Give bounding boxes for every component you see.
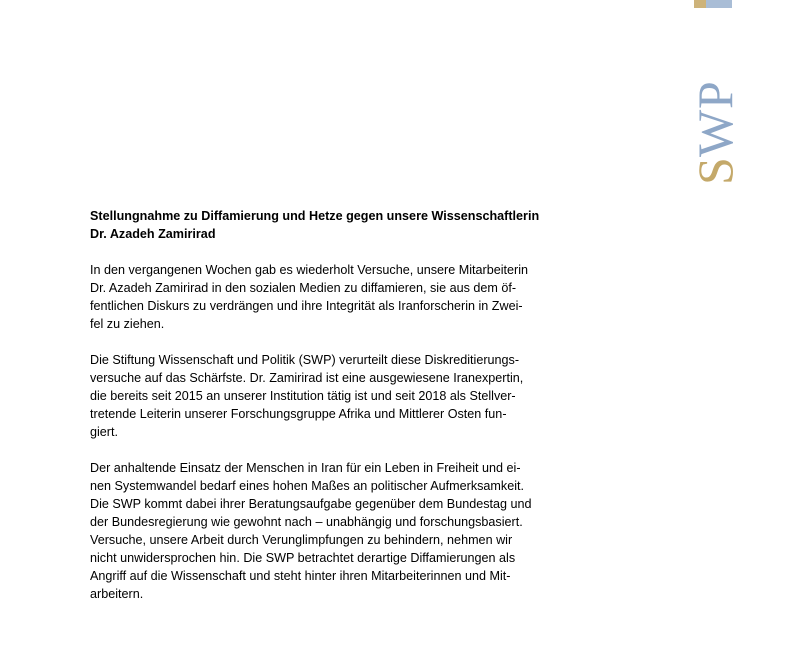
paragraph-line: nen Systemwandel bedarf eines hohen Maßes an politischer Aufmerksamkeit. — [90, 479, 525, 493]
paragraph-line: Die SWP kommt dabei ihrer Beratungsaufgabe gegenüber dem Bundestag und — [90, 497, 532, 511]
paragraph-2 — [90, 351, 560, 441]
paragraph-line: nicht unwidersprochen hin. Die SWP betrachtet derartige Diffamierungen als — [90, 551, 516, 565]
logo-bar-blue — [706, 0, 732, 8]
logo-letter-w: W — [687, 109, 743, 157]
swp-logo — [680, 60, 750, 200]
paragraph-line: In den vergangenen Wochen gab es wiederholt Versuche, unsere Mitarbeiterin — [90, 263, 529, 277]
paragraph-line: arbeitern. — [90, 587, 144, 601]
statement-title — [90, 207, 560, 243]
paragraph-line: versuche auf das Schärfste. Dr. Zamirirad ist eine ausgewiesene Iranexpertin, — [90, 371, 524, 385]
title-line: Dr. Azadeh Zamirirad — [90, 227, 216, 241]
paragraph-line: Versuche, unsere Arbeit durch Verunglimpfungen zu behindern, nehmen wir — [90, 533, 513, 547]
paragraph-line: giert. — [90, 425, 118, 439]
paragraph-line: tretende Leiterin unserer Forschungsgruppe Afrika und Mittlerer Osten fun- — [90, 407, 507, 421]
paragraph-line: Dr. Azadeh Zamirirad in den sozialen Medien zu diffamieren, sie aus dem öf- — [90, 281, 517, 295]
paragraph-line: Angriff auf die Wissenschaft und steht hinter ihren Mitarbeiterinnen und Mit- — [90, 569, 511, 583]
logo-bar-gold — [694, 0, 706, 8]
paragraph-3 — [90, 459, 560, 603]
paragraph-line: die bereits seit 2015 an unserer Institution tätig ist und seit 2018 als Stellver- — [90, 389, 516, 403]
paragraph-line: der Bundesregierung wie gewohnt nach – unabhängig und forschungsbasiert. — [90, 515, 523, 529]
paragraph-line: Der anhaltende Einsatz der Menschen in Iran für ein Leben in Freiheit und ei- — [90, 461, 521, 475]
paragraph-line: fel zu ziehen. — [90, 317, 165, 331]
title-line: Stellungnahme zu Diffamierung und Hetze gegen unsere Wissenschaftlerin — [90, 209, 540, 223]
statement-document — [90, 207, 560, 603]
paragraph-line: Die Stiftung Wissenschaft und Politik (SWP) verurteilt diese Diskreditierungs- — [90, 353, 520, 367]
paragraph-1 — [90, 261, 560, 333]
logo-letter-s: S — [687, 157, 743, 185]
logo-letter-p: P — [687, 81, 743, 109]
paragraph-line: fentlichen Diskurs zu verdrängen und ihre Integrität als Iranforscherin in Zwei- — [90, 299, 523, 313]
